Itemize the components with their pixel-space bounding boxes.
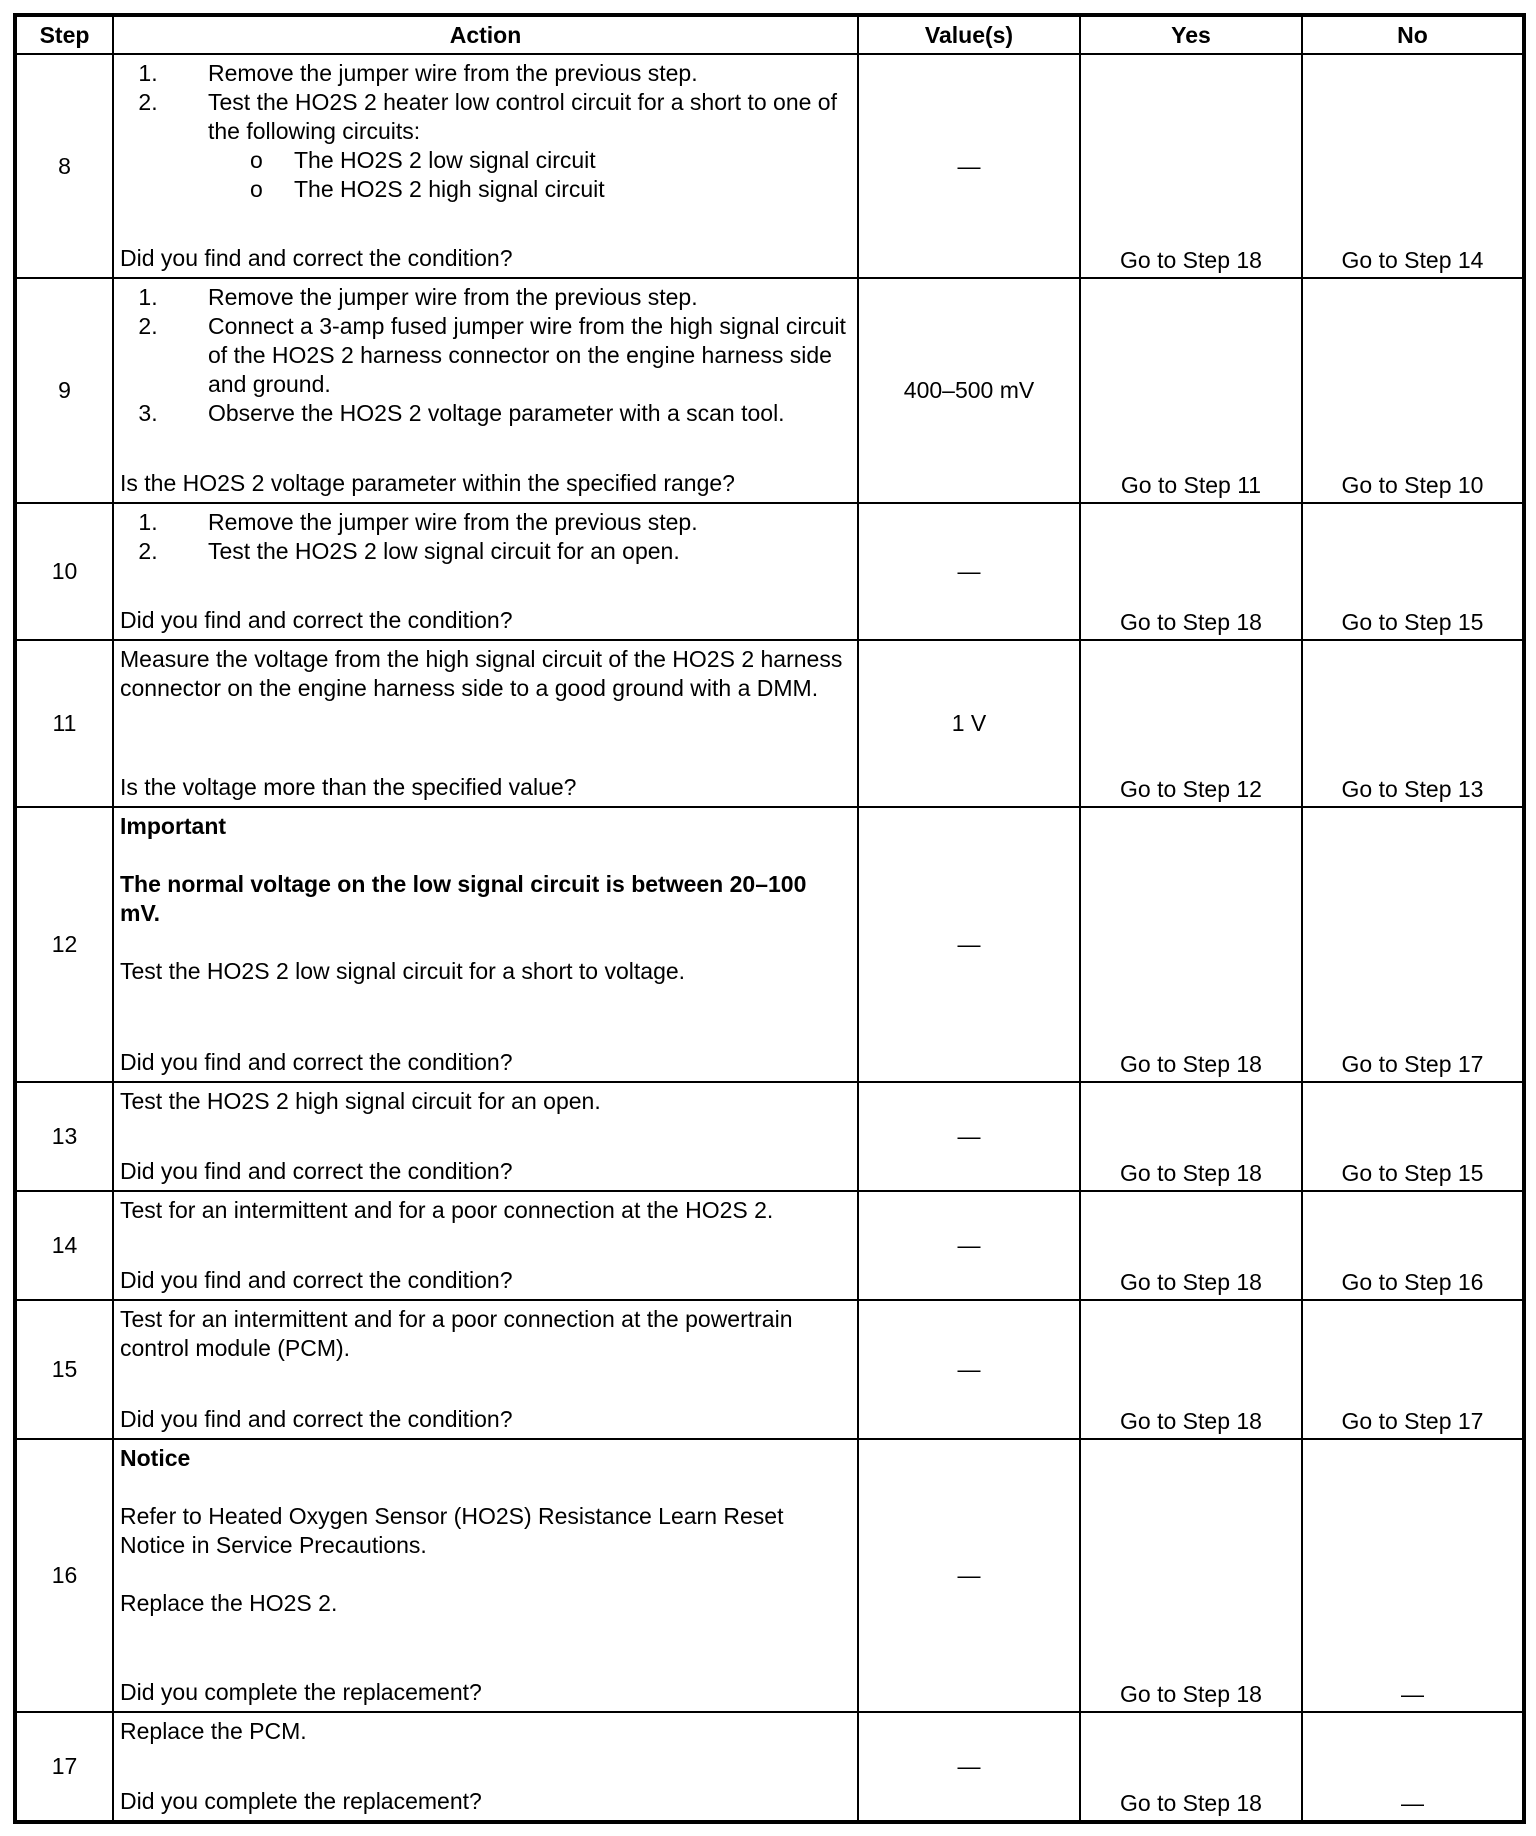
yes-cell: Go to Step 12 bbox=[1080, 640, 1302, 807]
table-row bbox=[15, 54, 1524, 278]
no-cell: Go to Step 13 bbox=[1302, 640, 1524, 807]
step-number: 14 bbox=[15, 1191, 113, 1300]
question-text: Did you find and correct the condition? bbox=[120, 1405, 513, 1432]
question-text: Did you find and correct the condition? bbox=[120, 1157, 513, 1184]
step-number: 17 bbox=[15, 1712, 113, 1822]
no-cell: — bbox=[1302, 1712, 1524, 1822]
instruction-list bbox=[120, 59, 851, 146]
no-cell: — bbox=[1302, 1439, 1524, 1712]
yes-cell: Go to Step 11 bbox=[1080, 278, 1302, 503]
yes-cell: Go to Step 18 bbox=[1080, 1439, 1302, 1712]
table-row bbox=[15, 1191, 1524, 1300]
value-cell: — bbox=[858, 1082, 1080, 1191]
value-cell: 1 V bbox=[858, 640, 1080, 807]
step-number: 16 bbox=[15, 1439, 113, 1712]
no-cell: Go to Step 15 bbox=[1302, 1082, 1524, 1191]
value-cell: — bbox=[858, 807, 1080, 1081]
table-row bbox=[15, 1712, 1524, 1822]
table-row bbox=[15, 1300, 1524, 1439]
diagnostic-table bbox=[13, 13, 1526, 1824]
header-no: No bbox=[1302, 15, 1524, 54]
action-cell bbox=[113, 54, 858, 278]
yes-cell: Go to Step 18 bbox=[1080, 1712, 1302, 1822]
yes-cell: Go to Step 18 bbox=[1080, 807, 1302, 1081]
instruction-text: Test the HO2S 2 heater low control circuit for a short to one of the following circuits: bbox=[208, 89, 837, 144]
no-cell: Go to Step 16 bbox=[1302, 1191, 1524, 1300]
important-text: The normal voltage on the low signal circuit is between 20–100 mV. bbox=[120, 871, 807, 927]
value-cell: — bbox=[858, 1712, 1080, 1822]
circuit-item: o The HO2S 2 low signal circuit bbox=[250, 146, 851, 175]
action-cell bbox=[113, 1439, 858, 1712]
action-cell bbox=[113, 807, 858, 1081]
header-action: Action bbox=[113, 15, 858, 54]
action-cell bbox=[113, 640, 858, 807]
action-text: Test for an intermittent and for a poor connection at the HO2S 2. bbox=[120, 1196, 774, 1223]
question-text: Did you find and correct the condition? bbox=[120, 245, 513, 272]
action-text: Replace the HO2S 2. bbox=[120, 1589, 338, 1616]
question-text: Did you complete the replacement? bbox=[120, 1678, 482, 1705]
yes-cell: Go to Step 18 bbox=[1080, 54, 1302, 278]
action-text: Replace the PCM. bbox=[120, 1717, 307, 1744]
question-text: Did you find and correct the condition? bbox=[120, 607, 513, 634]
action-text: Test the HO2S 2 high signal circuit for an open. bbox=[120, 1087, 601, 1114]
value-cell: — bbox=[858, 1191, 1080, 1300]
notice-label: Notice bbox=[120, 1444, 191, 1471]
instruction-item: 1. Remove the jumper wire from the previous step. bbox=[164, 508, 851, 537]
step-number: 11 bbox=[15, 640, 113, 807]
circuit-item: o The HO2S 2 high signal circuit bbox=[250, 175, 851, 204]
circuit-list bbox=[120, 146, 851, 204]
question-text: Did you complete the replacement? bbox=[120, 1788, 482, 1814]
table-row bbox=[15, 503, 1524, 640]
action-text: Test the HO2S 2 low signal circuit for a short to voltage. bbox=[120, 958, 686, 985]
yes-cell: Go to Step 18 bbox=[1080, 1300, 1302, 1439]
instruction-list bbox=[120, 283, 851, 428]
question-text: Is the HO2S 2 voltage parameter within the specified range? bbox=[120, 470, 735, 497]
action-cell bbox=[113, 1191, 858, 1300]
table-row bbox=[15, 640, 1524, 807]
instruction-item: 1. Remove the jumper wire from the previous step. bbox=[164, 283, 851, 312]
question-text: Did you find and correct the condition? bbox=[120, 1048, 513, 1075]
value-cell: — bbox=[858, 503, 1080, 640]
action-cell bbox=[113, 1712, 858, 1822]
question-text: Is the voltage more than the specified value? bbox=[120, 774, 577, 801]
action-cell bbox=[113, 278, 858, 503]
instruction-item: 1. Remove the jumper wire from the previous step. bbox=[164, 59, 851, 88]
header-row bbox=[15, 15, 1524, 54]
value-cell: — bbox=[858, 54, 1080, 278]
header-values: Value(s) bbox=[858, 15, 1080, 54]
yes-cell: Go to Step 18 bbox=[1080, 1191, 1302, 1300]
value-cell: — bbox=[858, 1300, 1080, 1439]
table-row bbox=[15, 1439, 1524, 1712]
question-text: Did you find and correct the condition? bbox=[120, 1266, 513, 1293]
instruction-item: 3. Observe the HO2S 2 voltage parameter with a scan tool. bbox=[164, 399, 851, 428]
step-number: 15 bbox=[15, 1300, 113, 1439]
step-number: 10 bbox=[15, 503, 113, 640]
step-number: 13 bbox=[15, 1082, 113, 1191]
instruction-list bbox=[120, 508, 851, 566]
header-step: Step bbox=[15, 15, 113, 54]
instruction-item bbox=[164, 88, 851, 146]
value-cell: — bbox=[858, 1439, 1080, 1712]
step-number: 12 bbox=[15, 807, 113, 1081]
step-number: 8 bbox=[15, 54, 113, 278]
table-row bbox=[15, 278, 1524, 503]
action-cell bbox=[113, 503, 858, 640]
step-number: 9 bbox=[15, 278, 113, 503]
important-label: Important bbox=[120, 813, 227, 840]
no-cell: Go to Step 14 bbox=[1302, 54, 1524, 278]
action-text: Measure the voltage from the high signal circuit of the HO2S 2 harness connector on the engine harness side to a good ground with a DMM. bbox=[120, 646, 843, 702]
instruction-item: 2. Connect a 3-amp fused jumper wire from the high signal circuit of the HO2S 2 harness connector on the engine harness side and ground. bbox=[164, 312, 851, 399]
action-cell bbox=[113, 1300, 858, 1439]
no-cell: Go to Step 17 bbox=[1302, 807, 1524, 1081]
no-cell: Go to Step 10 bbox=[1302, 278, 1524, 503]
yes-cell: Go to Step 18 bbox=[1080, 503, 1302, 640]
table-row bbox=[15, 1082, 1524, 1191]
instruction-item: 2. Test the HO2S 2 low signal circuit for an open. bbox=[164, 537, 851, 566]
notice-text: Refer to Heated Oxygen Sensor (HO2S) Resistance Learn Reset Notice in Service Precautions. bbox=[120, 1502, 784, 1558]
value-cell: 400–500 mV bbox=[858, 278, 1080, 503]
table-row bbox=[15, 807, 1524, 1081]
yes-cell: Go to Step 18 bbox=[1080, 1082, 1302, 1191]
no-cell: Go to Step 17 bbox=[1302, 1300, 1524, 1439]
no-cell: Go to Step 15 bbox=[1302, 503, 1524, 640]
action-cell bbox=[113, 1082, 858, 1191]
action-text: Test for an intermittent and for a poor connection at the powertrain control module (PCM). bbox=[120, 1305, 793, 1361]
header-yes: Yes bbox=[1080, 15, 1302, 54]
